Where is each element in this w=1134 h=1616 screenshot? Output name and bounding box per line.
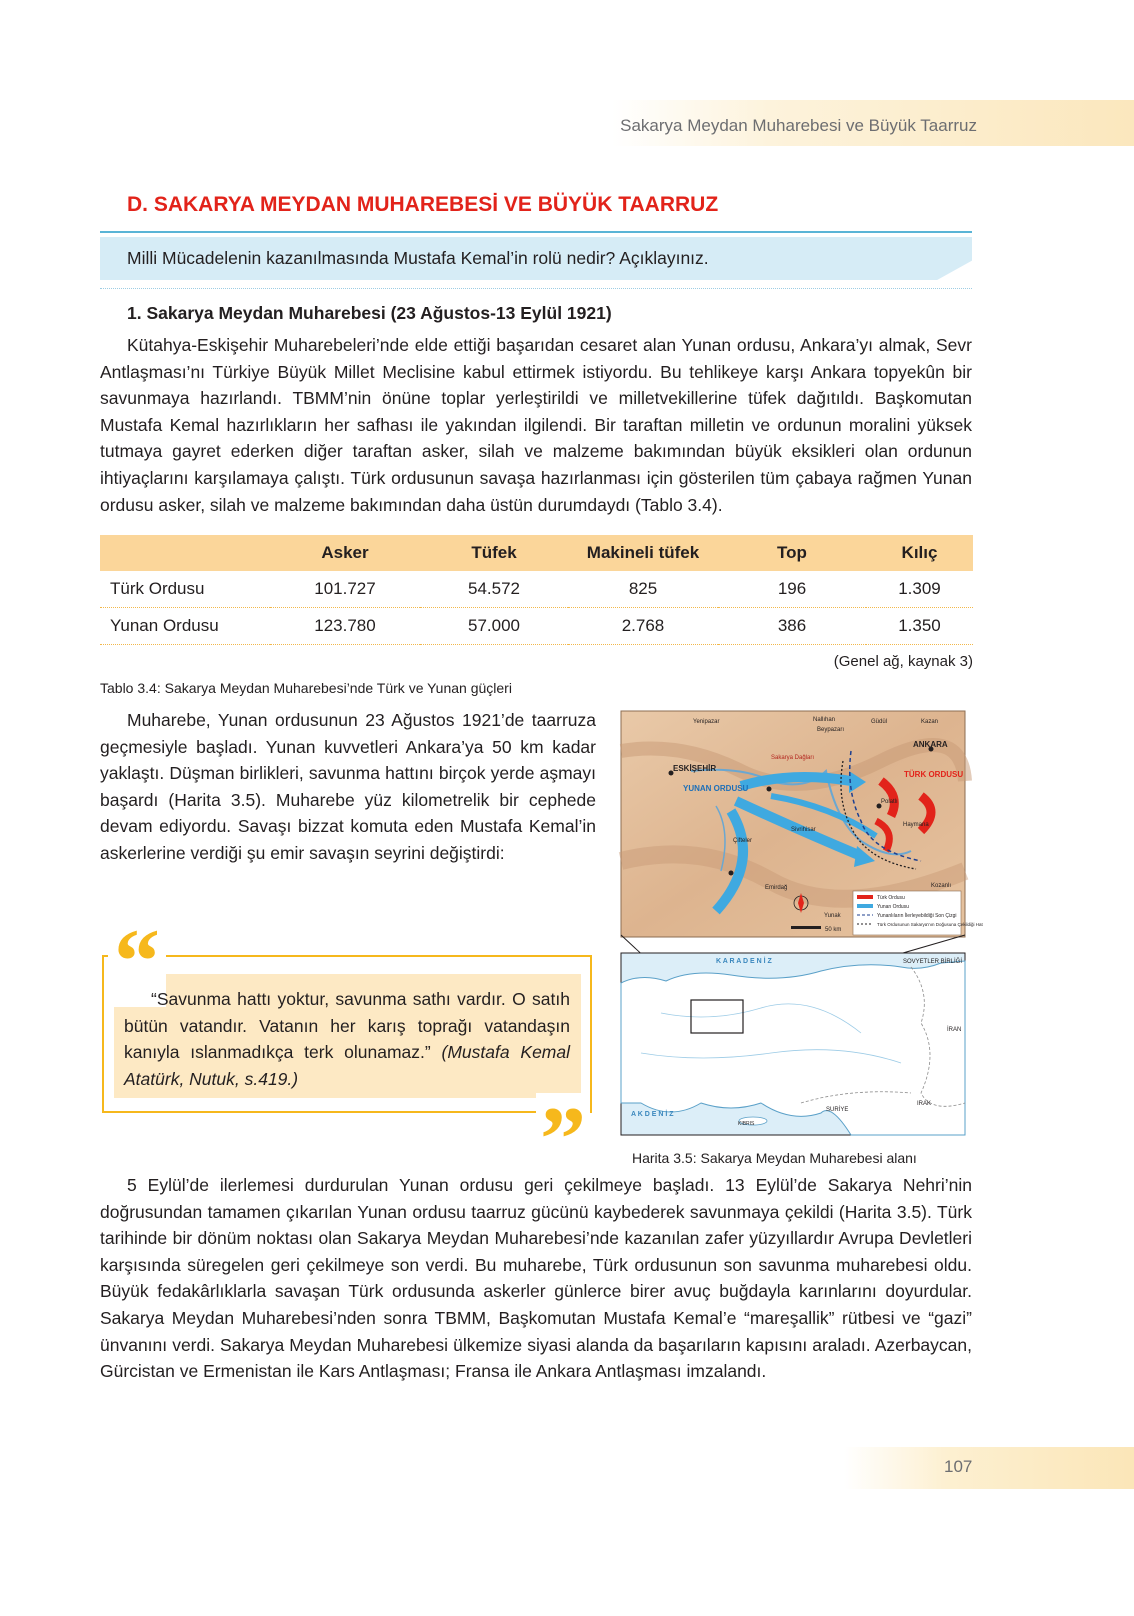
table-cell: 196 xyxy=(718,571,866,608)
table-header-cell xyxy=(100,535,270,571)
legend-item: Yunanlıların İlerleyebildiği Son Çizgi xyxy=(877,913,957,919)
running-title: Sakarya Meydan Muharebesi ve Büyük Taarruz xyxy=(620,116,977,135)
map-label-nallihan: Nallıhan xyxy=(813,717,836,723)
subsection-title: 1. Sakarya Meydan Muharebesi (23 Ağustos-13 Eylül 1921) xyxy=(127,303,612,323)
paragraph-2-text: Muharebe, Yunan ordusunun 23 Ağustos 1921’de taarruza geçmesiyle başladı. Yunan kuvvetleri Ankara’ya 50 km kadar yaklaştı. Düşman birlikleri, savunma hattını birçok yerde aşmayı başardı (Harita 3.5). Muharebe yüz kilometrelik bir cephede devam ediyordu. Savaşı bizzat komuta eden Mustafa Kemal’in askerlerine verdiği şu emir savaşın seyrini değiştirdi: xyxy=(100,710,596,863)
quote-citation: (Mustafa Kemal Atatürk, Nutuk, s.419.) xyxy=(124,1042,570,1089)
paragraph-1-text: Kütahya-Eskişehir Muharebeleri’nde elde ettiği başarıdan cesaret alan Yunan ordusu, Ankara’yı almak, Sevr Antlaşması’nı Türkiye Büyük Millet Meclisine kabul ettirmek istiyordu. Bu tehlikeye karşı Ankara topyekûn bir savunmaya hazırlandı. TBMM’nin önüne toplar yerleştirildi ve milletvekillerine tüfek dağıtıldı. Başkomutan Mustafa Kemal hazırlıkların her safhası ile yakından ilgilendi. Bir taraftan milletin ve ordunun moralini yüksek tutmaya gayret ederken diğer taraftan asker, silah ve malzeme bakımından büyük eksikleri olan ordunun ihtiyaçlarını karşılamaya çalıştı. Türk ordusunun savaşa hazırlanması için gösterilen tüm çabaya rağmen Yunan ordusu asker, silah ve malzeme bakımından daha üstün durumdaydı (Tablo 3.4). xyxy=(100,335,972,515)
section-title: D. SAKARYA MEYDAN MUHAREBESİ VE BÜYÜK TAARRUZ xyxy=(127,193,719,216)
paragraph-3 xyxy=(100,1172,972,1385)
legend-item: Türk Ordusu xyxy=(877,895,905,901)
map-label-polatli: Polatlı xyxy=(881,799,898,805)
table-header-cell: Tüfek xyxy=(420,535,568,571)
table-cell: 1.350 xyxy=(866,608,973,645)
question-text: Milli Mücadelenin kazanılmasında Mustafa Kemal’in rolü nedir? Açıklayınız. xyxy=(127,248,709,268)
map-label-suriye: SURİYE xyxy=(826,1107,849,1113)
table-row xyxy=(100,608,973,645)
table-header-cell: Top xyxy=(718,535,866,571)
map-label-yunak: Yunak xyxy=(824,913,841,919)
map-label-akdeniz: A K D E N İ Z xyxy=(631,1111,674,1118)
turkey-overview-map xyxy=(621,953,965,1135)
scale-bar xyxy=(791,926,821,929)
forces-table xyxy=(100,535,973,645)
battle-detail-map xyxy=(621,711,983,937)
table-cell: Türk Ordusu xyxy=(100,571,270,608)
map-label-irak: IRAK xyxy=(917,1101,932,1107)
table-header-cell: Kılıç xyxy=(866,535,973,571)
quote-block xyxy=(124,986,570,1092)
quote-text: “Savunma hattı yoktur, savunma sathı vardır. O satıh bütün vatandır. Vatanın her karış toprağı vatandaşın kanıyla ıslanmadıkça terk olunamaz.” xyxy=(124,989,570,1063)
map-label-kibris: KIBRIS xyxy=(738,1121,755,1127)
dotted-divider xyxy=(100,288,972,289)
page-number: 107 xyxy=(944,1457,973,1476)
map-label-turk-ordusu: TÜRK ORDUSU xyxy=(904,770,964,779)
map-label-beypazari: Beypazarı xyxy=(817,727,845,733)
table-cell: 1.309 xyxy=(866,571,973,608)
table-cell: 57.000 xyxy=(420,608,568,645)
map-label-sakarya-dagi: Sakarya Dağları xyxy=(771,755,815,761)
table-cell: Yunan Ordusu xyxy=(100,608,270,645)
table-cell: 101.727 xyxy=(270,571,420,608)
map-label-yenipazar: Yenipazar xyxy=(693,719,720,725)
map-label-karadeniz: K A R A D E N İ Z xyxy=(716,958,772,965)
town-marker xyxy=(729,871,734,876)
table-caption: Tablo 3.4: Sakarya Meydan Muharebesi’nde Türk ve Yunan güçleri xyxy=(100,680,512,696)
table-cell: 54.572 xyxy=(420,571,568,608)
table-cell: 386 xyxy=(718,608,866,645)
map-label-kazan: Kazan xyxy=(921,719,939,725)
map-label-sivrihisar: Sivrihisar xyxy=(791,827,816,833)
map-scale-label: 50 km xyxy=(825,927,842,933)
town-marker xyxy=(767,787,772,792)
map-label-cifteler: Çifteler xyxy=(733,838,753,844)
table-cell: 2.768 xyxy=(568,608,718,645)
map-label-gudul: Güdül xyxy=(871,719,888,725)
paragraph-1 xyxy=(100,332,972,518)
map-label-sovyetler: SOVYETLER BİRLİĞİ xyxy=(903,959,963,965)
legend-item: Yunan Ordusu xyxy=(877,904,909,910)
table-cell: 825 xyxy=(568,571,718,608)
map-label-kozanli: Kozanlı xyxy=(931,883,952,889)
turkey-landmass xyxy=(621,961,965,1135)
map-label-eskisehir: ESKİŞEHİR xyxy=(673,764,717,773)
table-header-cell: Makineli tüfek xyxy=(568,535,718,571)
table-header-cell: Asker xyxy=(270,535,420,571)
paragraph-3-text: 5 Eylül’de ilerlemesi durdurulan Yunan ordusu geri çekilmeye başladı. 13 Eylül’de Sakarya Nehri’nin doğrusundan tamamen çıkarılan Yunan ordusu taarruz gücünü kaybederek savunmaya çekildi (Harita 3.5). Türk tarihinde bir dönüm noktası olan Sakarya Meydan Muharebesi’nde kazanılan zafer yüzyıllardır Avrupa Devletleri karşısında süregelen geri çekilmeye son verdi. Bu muharebe, Türk ordusunun son savunma muharebesi oldu. Büyük fedakârlıklarla savaşan Türk ordusunda askerler günlerce birer avuç buğdayla karınlarını doyurdular. Sakarya Meydan Muharebesi’nden sonra TBMM, Başkomutan Mustafa Kemal’e “mareşallik” rütbesi ve “gazi” ünvanını verdi. Sakarya Meydan Muharebesi ülkemize siyasi alanda da başarıların kapısını araladı. Azerbaycan, Gürcistan ve Ermenistan ile Kars Antlaşması; Fransa ile Ankara Antlaşması imzalandı. xyxy=(100,1175,972,1382)
map-label-yunan-ordusu: YUNAN ORDUSU xyxy=(683,784,749,793)
table-row xyxy=(100,571,973,608)
map-label-emirdag: Emirdağ xyxy=(765,885,788,891)
table-header-row xyxy=(100,535,973,571)
table-source: (Genel ağ, kaynak 3) xyxy=(833,653,973,670)
map-caption: Harita 3.5: Sakarya Meydan Muharebesi alanı xyxy=(632,1150,917,1166)
table-cell: 123.780 xyxy=(270,608,420,645)
footer-band xyxy=(844,1447,1134,1489)
section-divider xyxy=(100,231,972,233)
map-label-iran: İRAN xyxy=(947,1027,962,1033)
open-quote-icon: “ xyxy=(108,915,166,1007)
map-label-ankara: ANKARA xyxy=(913,740,948,749)
close-quote-icon: ” xyxy=(536,1093,590,1185)
map-label-haymana: Haymana xyxy=(903,822,929,828)
legend-item: Türk Ordusunun Sakarya’nın Doğusuna Çekildiği Hat xyxy=(877,922,983,927)
paragraph-2 xyxy=(100,707,596,867)
